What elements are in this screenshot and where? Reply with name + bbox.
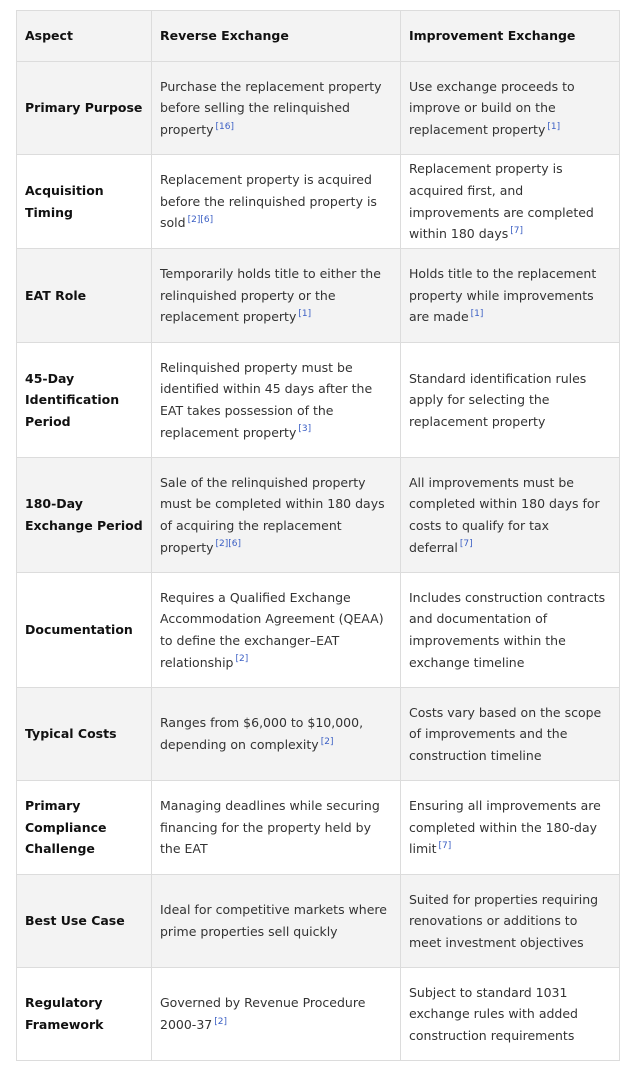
row-aspect-cell: Primary Purpose: [17, 62, 152, 155]
cell-text: Governed by Revenue Procedure 2000-37: [160, 995, 366, 1032]
cell-text: Sale of the relinquished property must be completed within 180 days of acquiring the replacement property: [160, 474, 385, 555]
reverse-exchange-cell: [152, 343, 401, 458]
reverse-exchange-cell: [152, 458, 401, 573]
citation-link[interactable]: [2]: [320, 736, 334, 747]
citation-link[interactable]: [1]: [298, 309, 312, 320]
citation-link[interactable]: [7]: [510, 225, 523, 236]
table-row: [17, 968, 620, 1061]
row-aspect-cell: 180-Day Exchange Period: [17, 458, 152, 573]
row-aspect-cell: EAT Role: [17, 249, 152, 343]
cell-text: Relinquished property must be identified within 45 days after the EAT takes possession of the replacement property: [160, 359, 373, 440]
table-row: [17, 155, 620, 249]
reverse-exchange-cell: [152, 875, 401, 968]
comparison-table: [16, 10, 620, 1061]
improvement-exchange-cell: [401, 343, 620, 458]
reverse-exchange-cell: [152, 573, 401, 688]
citation-link[interactable]: [2][6]: [187, 215, 214, 226]
citation-link[interactable]: [7]: [459, 539, 473, 550]
cell-text: Suited for properties requiring renovations or additions to meet investment objectives: [409, 891, 599, 950]
improvement-exchange-cell: [401, 875, 620, 968]
reverse-exchange-cell: [152, 781, 401, 875]
header-improvement-exchange: Improvement Exchange: [401, 11, 620, 62]
cell-text: Replacement property is acquired before the relinquished property is sold: [160, 172, 377, 231]
cell-text: All improvements must be completed within 180 days for costs to qualify for tax deferral: [409, 474, 600, 555]
cell-text: Includes construction contracts and documentation of improvements within the exchange timeline: [409, 589, 606, 670]
cell-text: Ideal for competitive markets where prime properties sell quickly: [160, 902, 387, 939]
cell-text: Ensuring all improvements are completed within the 180-day limit: [409, 798, 601, 857]
reverse-exchange-cell: [152, 688, 401, 781]
cell-text: Requires a Qualified Exchange Accommodation Agreement (QEAA) to define the exchanger–EAT relationship: [160, 589, 384, 670]
improvement-exchange-cell: [401, 688, 620, 781]
citation-link[interactable]: [7]: [438, 841, 452, 852]
header-reverse-exchange: Reverse Exchange: [152, 11, 401, 62]
row-aspect-cell: 45-Day Identification Period: [17, 343, 152, 458]
header-aspect: Aspect: [17, 11, 152, 62]
reverse-exchange-cell: [152, 249, 401, 343]
row-aspect-cell: Primary Compliance Challenge: [17, 781, 152, 875]
citation-link[interactable]: [1]: [547, 121, 561, 132]
table-header-row: [17, 11, 620, 62]
cell-text: Standard identification rules apply for selecting the replacement property: [409, 370, 587, 429]
row-aspect-cell: Regulatory Framework: [17, 968, 152, 1061]
citation-link[interactable]: [2][6]: [215, 539, 242, 550]
cell-text: Costs vary based on the scope of improvements and the construction timeline: [409, 704, 602, 763]
cell-text: Holds title to the replacement property while improvements are made: [409, 266, 597, 325]
row-aspect-cell: Best Use Case: [17, 875, 152, 968]
table-row: [17, 688, 620, 781]
citation-link[interactable]: [1]: [470, 309, 484, 320]
improvement-exchange-cell: [401, 781, 620, 875]
row-aspect-cell: Acquisition Timing: [17, 155, 152, 249]
reverse-exchange-cell: [152, 968, 401, 1061]
table-row: [17, 458, 620, 573]
improvement-exchange-cell: [401, 155, 620, 249]
cell-text: Subject to standard 1031 exchange rules with added construction requirements: [409, 984, 578, 1043]
cell-text: Purchase the replacement property before selling the relinquished property: [160, 78, 382, 137]
cell-text: Replacement property is acquired first, and improvements are completed within 180 days: [409, 161, 594, 242]
reverse-exchange-cell: [152, 62, 401, 155]
cell-text: Managing deadlines while securing financing for the property held by the EAT: [160, 798, 380, 857]
table-row: [17, 875, 620, 968]
citation-link[interactable]: [2]: [214, 1016, 227, 1027]
improvement-exchange-cell: [401, 968, 620, 1061]
citation-link[interactable]: [3]: [298, 424, 312, 435]
table-row: [17, 343, 620, 458]
reverse-exchange-cell: [152, 155, 401, 249]
row-aspect-cell: Typical Costs: [17, 688, 152, 781]
improvement-exchange-cell: [401, 573, 620, 688]
table-row: [17, 62, 620, 155]
row-aspect-cell: Documentation: [17, 573, 152, 688]
cell-text: Use exchange proceeds to improve or build on the replacement property: [409, 78, 575, 137]
improvement-exchange-cell: [401, 458, 620, 573]
cell-text: Ranges from $6,000 to $10,000, depending on complexity: [160, 715, 364, 752]
table-row: [17, 249, 620, 343]
comparison-table-container: [16, 10, 619, 1061]
citation-link[interactable]: [2]: [235, 654, 249, 665]
citation-link[interactable]: [16]: [215, 121, 234, 132]
table-row: [17, 573, 620, 688]
improvement-exchange-cell: [401, 62, 620, 155]
improvement-exchange-cell: [401, 249, 620, 343]
cell-text: Temporarily holds title to either the relinquished property or the replacement property: [160, 266, 381, 325]
table-row: [17, 781, 620, 875]
